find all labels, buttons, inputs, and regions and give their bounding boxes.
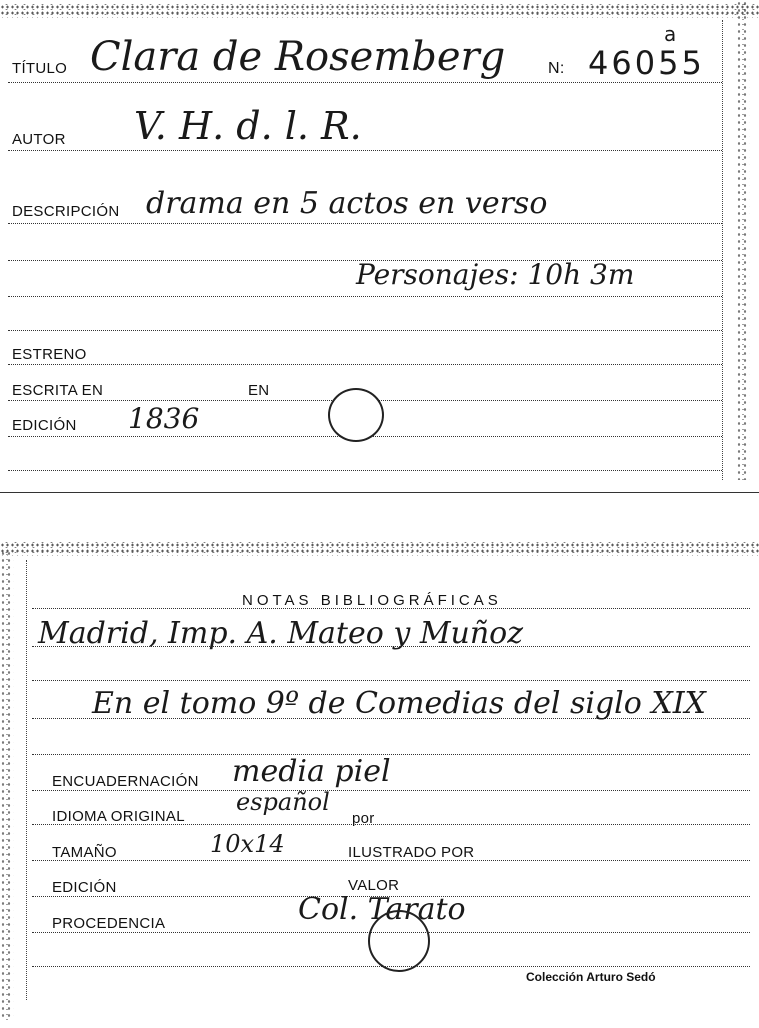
card-right-border (722, 20, 723, 480)
notes-line-2: En el tomo 9º de Comedias del siglo XIX (92, 686, 706, 721)
numero-value: 46055 (588, 44, 705, 82)
idioma-value: español (236, 788, 330, 816)
estreno-label: ESTRENO (12, 346, 87, 363)
numero-superscript: a (664, 22, 677, 46)
scan-edge-top (0, 4, 759, 18)
ilustrado-label: ILUSTRADO POR (348, 844, 475, 861)
idioma-label: IDIOMA ORIGINAL (52, 808, 185, 825)
notas-heading: NOTAS BIBLIOGRÁFICAS (242, 592, 502, 609)
scan-edge-left (0, 550, 14, 1020)
catalog-card-front (0, 0, 759, 492)
scan-edge-top (0, 542, 759, 556)
escrita-en-label: ESCRITA EN (12, 382, 104, 399)
personajes-value: Personajes: 10h 3m (356, 258, 635, 291)
notes-line-1: Madrid, Imp. A. Mateo y Muñoz (38, 616, 524, 651)
edicion-label: EDICIÓN (12, 417, 77, 434)
descripcion-label: DESCRIPCIÓN (12, 203, 120, 220)
tamano-label: TAMAÑO (52, 844, 117, 861)
titulo-value: Clara de Rosemberg (90, 34, 506, 80)
titulo-label: TÍTULO (12, 60, 68, 77)
procedencia-value: Col. Tarato (298, 892, 466, 927)
hole-punch-mark (328, 388, 384, 442)
scan-edge-right (736, 0, 750, 480)
descripcion-value: drama en 5 actos en verso (146, 186, 548, 221)
edicion-value: 1836 (128, 402, 200, 435)
encuadernacion-label: ENCUADERNACIÓN (52, 773, 199, 790)
card-left-border (26, 560, 27, 1000)
edicion-label: EDICIÓN (52, 879, 117, 896)
encuadernacion-value: media piel (232, 754, 391, 789)
hole-punch-mark (368, 910, 430, 972)
valor-label: VALOR (348, 877, 400, 894)
card-separator (0, 492, 759, 493)
por-label: por (352, 810, 375, 827)
catalog-card-back (0, 540, 759, 1028)
autor-value: V. H. d. l. R. (134, 104, 362, 148)
autor-label: AUTOR (12, 131, 66, 148)
en-label: EN (248, 382, 270, 399)
tamano-value: 10x14 (210, 830, 285, 858)
collection-note: Colección Arturo Sedó (526, 970, 656, 984)
numero-label: N: (548, 60, 565, 77)
procedencia-label: PROCEDENCIA (52, 915, 166, 932)
